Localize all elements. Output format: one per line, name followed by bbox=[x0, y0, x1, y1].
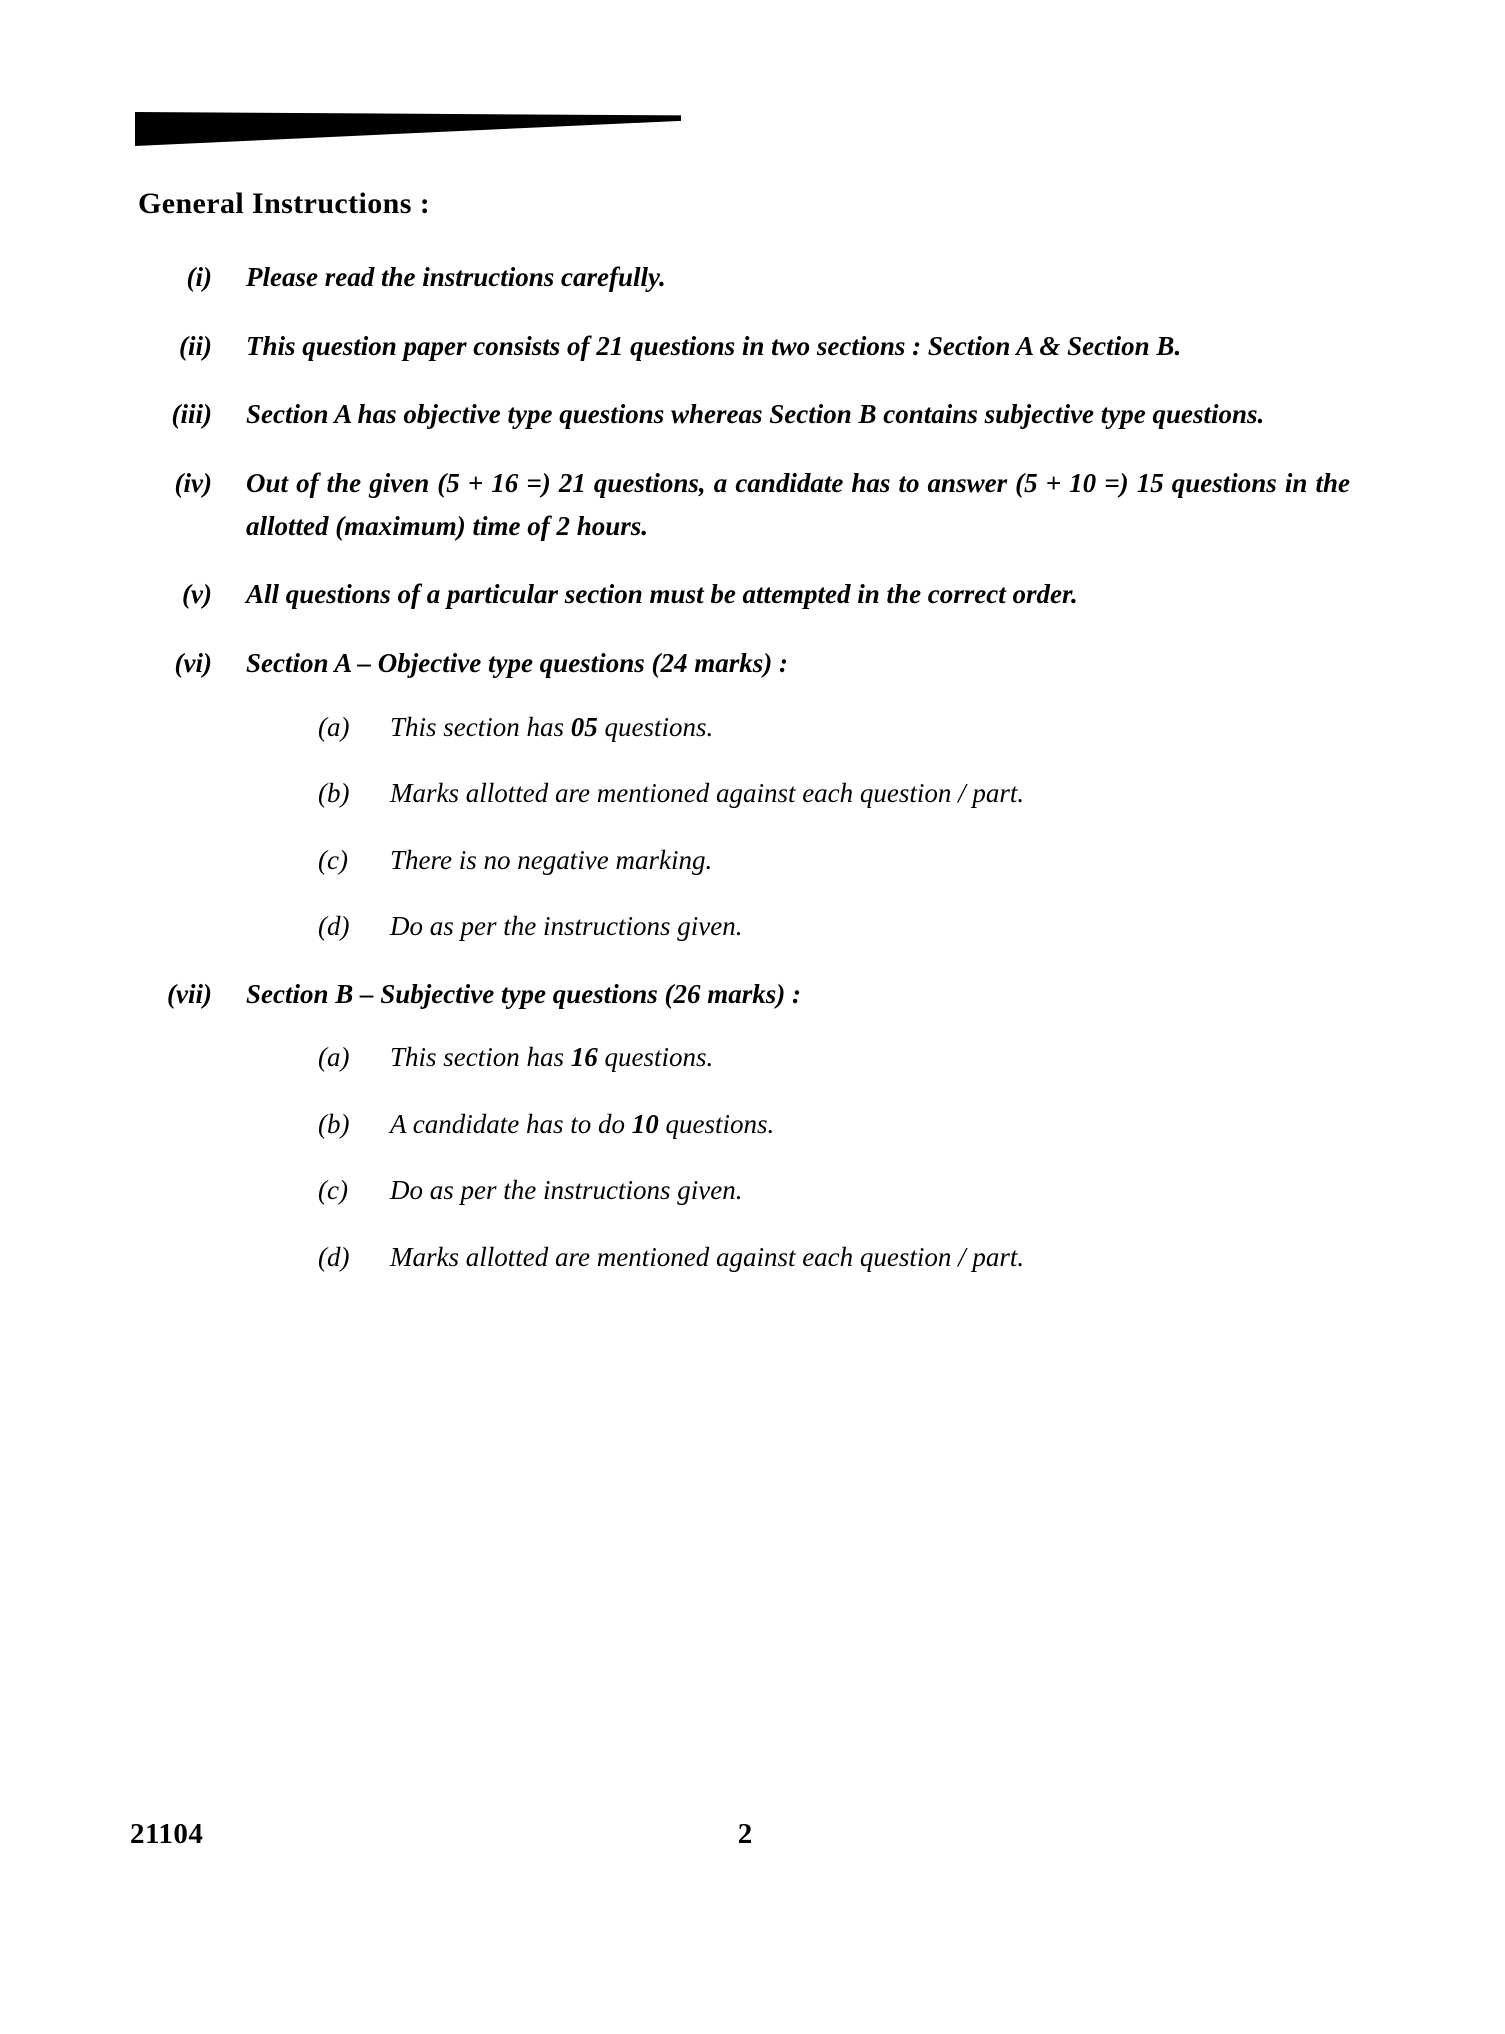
body-text: This section has bbox=[390, 711, 571, 742]
sub-instructions-list bbox=[318, 1037, 1350, 1277]
sub-instruction-item bbox=[318, 1104, 1350, 1145]
sub-instruction-item bbox=[318, 707, 1350, 748]
body-text: questions. bbox=[597, 1042, 714, 1073]
sub-instruction-text bbox=[390, 1037, 1350, 1078]
sub-instruction-marker: (d) bbox=[318, 911, 350, 942]
scan-artifact-wedge bbox=[135, 112, 681, 146]
instruction-item bbox=[138, 325, 1350, 368]
instruction-item bbox=[138, 973, 1350, 1278]
sub-instruction-text bbox=[390, 1104, 1350, 1145]
emphasis-text: A bbox=[334, 399, 351, 430]
sub-instruction-text bbox=[390, 1170, 1350, 1211]
body-text: Do as per the instructions given. bbox=[390, 1175, 743, 1206]
body-text: has objective type questions whereas Section bbox=[350, 399, 859, 430]
instruction-marker: (vi) bbox=[174, 647, 212, 678]
page-footer bbox=[0, 1818, 1505, 1868]
instruction-item bbox=[138, 642, 1350, 947]
instructions-list bbox=[138, 256, 1350, 1277]
emphasis-text: (5 + 10 =) 15 bbox=[1015, 467, 1164, 498]
body-text: There is no negative marking. bbox=[390, 844, 713, 875]
instruction-text bbox=[246, 462, 1350, 547]
instruction-text: All questions of a particular section must be attempted in the correct order. bbox=[246, 579, 1078, 610]
instruction-body-wrap bbox=[246, 573, 1350, 616]
instruction-text bbox=[246, 393, 1350, 436]
body-text: contains subjective type questions. bbox=[876, 399, 1265, 430]
instruction-body-wrap bbox=[246, 256, 1350, 299]
instructions-content bbox=[138, 186, 1350, 1303]
instruction-body-wrap bbox=[246, 325, 1350, 368]
body-text: hours. bbox=[569, 510, 649, 541]
instruction-body-wrap bbox=[246, 973, 1350, 1278]
emphasis-text: (5 + 16 =) 21 bbox=[437, 467, 586, 498]
sub-instruction-text bbox=[390, 906, 1350, 947]
sub-instructions-wrap bbox=[318, 1037, 1350, 1277]
sub-instruction-item bbox=[318, 773, 1350, 814]
emphasis-text: A bbox=[1016, 330, 1033, 361]
body-text: A candidate has to do bbox=[390, 1108, 632, 1139]
sub-instruction-item bbox=[318, 906, 1350, 947]
sub-instructions-list bbox=[318, 707, 1350, 947]
emphasis-text: 05 bbox=[570, 711, 598, 742]
instruction-text bbox=[246, 325, 1350, 368]
emphasis-text: B bbox=[858, 399, 877, 430]
sub-instruction-item bbox=[318, 1037, 1350, 1078]
instruction-marker: (i) bbox=[186, 262, 212, 292]
body-text: questions in two sections : Section bbox=[623, 330, 1017, 361]
sub-instruction-marker: (c) bbox=[318, 1175, 348, 1206]
sub-instruction-marker: (b) bbox=[318, 1108, 350, 1139]
instruction-marker: (v) bbox=[182, 579, 212, 610]
sub-instruction-marker: (a) bbox=[318, 1042, 350, 1073]
instruction-marker: (iii) bbox=[171, 399, 212, 430]
body-text: Out of the given bbox=[246, 467, 438, 498]
sub-instruction-text bbox=[390, 1237, 1350, 1278]
body-text: questions, a candidate has to answer bbox=[585, 467, 1016, 498]
instruction-item bbox=[138, 393, 1350, 436]
emphasis-text: 16 bbox=[570, 1042, 598, 1073]
body-text: Marks allotted are mentioned against each question / part. bbox=[390, 778, 1025, 809]
emphasis-text: 10 bbox=[631, 1108, 659, 1139]
instruction-item bbox=[138, 573, 1350, 616]
body-text: This section has bbox=[390, 1042, 571, 1073]
instruction-text: Section B – Subjective type questions (26 marks) : bbox=[246, 978, 801, 1009]
emphasis-text: B bbox=[1156, 330, 1175, 361]
sub-instruction-marker: (a) bbox=[318, 711, 350, 742]
sub-instruction-text bbox=[390, 707, 1350, 748]
sub-instruction-marker: (b) bbox=[318, 778, 350, 809]
body-text: . bbox=[1174, 330, 1182, 361]
instruction-item bbox=[138, 462, 1350, 547]
sub-instruction-item bbox=[318, 840, 1350, 881]
sub-instructions-wrap bbox=[318, 707, 1350, 947]
paper-code: 21104 bbox=[130, 1818, 204, 1850]
body-text: Do as per the instructions given. bbox=[390, 911, 743, 942]
instruction-marker: (vii) bbox=[167, 978, 212, 1009]
sub-instruction-marker: (d) bbox=[318, 1241, 350, 1272]
sub-instruction-item bbox=[318, 1237, 1350, 1278]
instruction-marker: (iv) bbox=[174, 467, 212, 498]
instruction-marker: (ii) bbox=[179, 330, 212, 361]
instruction-text: Please read the instructions carefully. bbox=[246, 262, 666, 292]
page-title: General Instructions : bbox=[138, 187, 431, 220]
instruction-body-wrap bbox=[246, 393, 1350, 436]
body-text: questions. bbox=[597, 711, 714, 742]
instruction-body-wrap bbox=[246, 642, 1350, 947]
instruction-body-wrap bbox=[246, 462, 1350, 547]
emphasis-text: 2 bbox=[556, 510, 570, 541]
instruction-text: Section A – Objective type questions (24 marks) : bbox=[246, 647, 788, 678]
body-text: & Section bbox=[1032, 330, 1157, 361]
body-text: Section bbox=[246, 399, 335, 430]
sub-instruction-text bbox=[390, 773, 1350, 814]
sub-instruction-marker: (c) bbox=[318, 844, 348, 875]
body-text: questions in the allotted (maximum) time of bbox=[246, 467, 1350, 541]
sub-instruction-text bbox=[390, 840, 1350, 881]
body-text: Marks allotted are mentioned against each question / part. bbox=[390, 1241, 1025, 1272]
instruction-item bbox=[138, 256, 1350, 299]
body-text: questions. bbox=[658, 1108, 775, 1139]
page-number: 2 bbox=[737, 1818, 753, 1850]
sub-instruction-item bbox=[318, 1170, 1350, 1211]
emphasis-text: 21 bbox=[596, 330, 624, 361]
body-text: This question paper consists of bbox=[246, 330, 597, 361]
